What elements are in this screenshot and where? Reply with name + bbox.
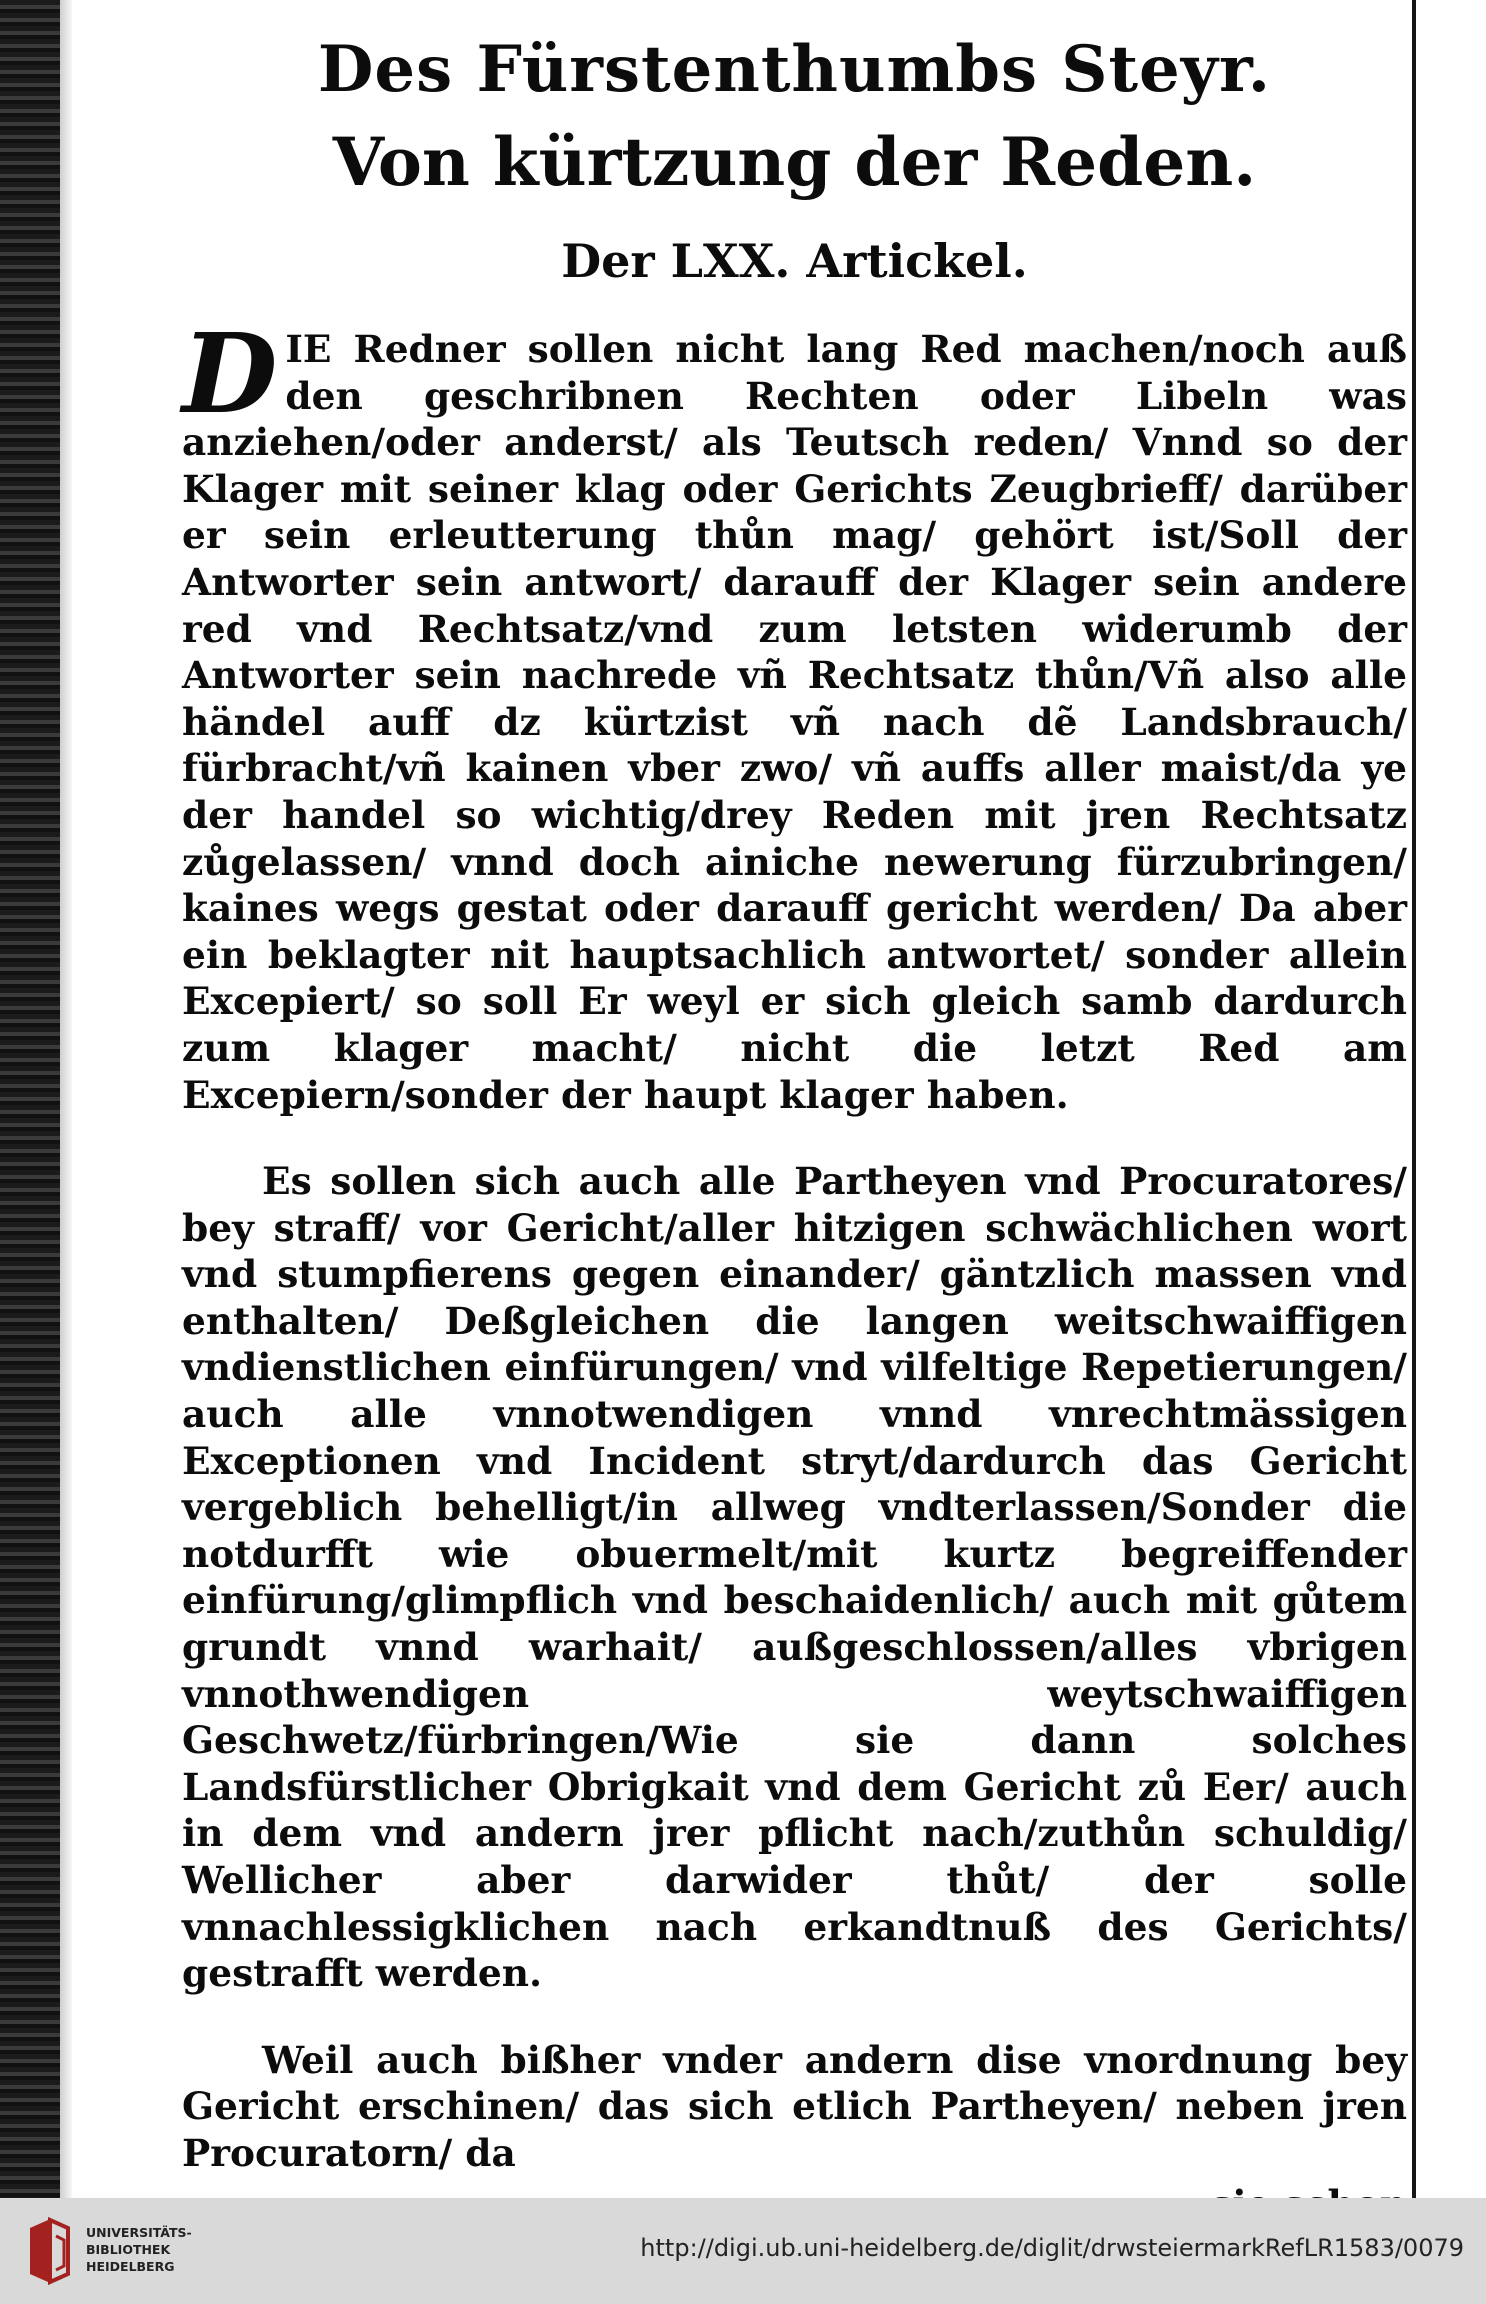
drop-cap-initial: D — [182, 309, 278, 438]
library-name-line-1: UNIVERSITÄTS- — [86, 2225, 192, 2240]
running-head: Des Fürstenthumbs Steyr. — [317, 32, 1272, 107]
permalink-url[interactable]: http://digi.ub.uni-heidelberg.de/diglit/drwsteiermarkRefLR1583/0079 — [640, 2234, 1464, 2262]
scan-page-edge — [60, 0, 72, 2198]
page-text — [182, 30, 1407, 2227]
scan-left-margin — [0, 0, 60, 2198]
paragraph-1 — [182, 309, 1407, 1118]
book-page — [72, 0, 1412, 2198]
library-name-line-2: BIBLIOTHEK — [86, 2242, 171, 2257]
library-name-line-3: HEIDELBERG — [86, 2259, 175, 2274]
viewer-footer — [0, 2198, 1486, 2304]
university-library-logo-icon — [26, 2214, 72, 2288]
article-heading: Der LXX. Artickel. — [561, 234, 1028, 288]
paragraph-2: Es sollen sich auch alle Partheyen vnd Procuratores/ bey straff/ vor Gericht/aller hitzigen schwächlichen wort vnd stumpfierens gegen einander/ gäntzlich massen vnd enthalten/ Deßgleichen die langen weitschwaiffigen vndienstlichen einfürungen/ vnd vilfeltige Repetierungen/ auch alle vnnotwendigen vnnd vnrechtmässigen Exceptionen vnd Incident stryt/dardurch das Gericht vergeblich behelligt/in allweg vndterlassen/Sonder die notdurfft wie obuermelt/mit kurtz begreiffender einfürung/glimpflich vnd beschaidenlich/ auch mit gůtem grundt vnnd warhait/ außgeschlossen/alles vbrigen vnnothwendigen weytschwaiffigen Geschwetz/fürbringen/Wie sie dann solches Landsfürstlicher Obrigkait vnd dem Gericht zů Eer/ auch in dem vnd andern jrer pflicht nach/zuthůn schuldig/ Wellicher aber darwider thůt/ der solle vnnachlessigklichen nach erkandtnuß des Gerichts/ gestrafft werden. — [182, 1159, 1407, 1996]
scan-right-margin — [1412, 0, 1486, 2198]
library-name — [86, 2224, 192, 2275]
paragraph-3: Weil auch bißher vnder andern dise vnordnung bey Gericht erschinen/ das sich etlich Partheyen/ neben jren Procuratorn/ da — [182, 2037, 1407, 2175]
section-title: Von kürtzung der Reden. — [332, 123, 1257, 201]
paragraph-1-text: IE Redner sollen nicht lang Red machen/noch auß den geschribnen Rechten oder Libeln was anziehen/oder anderst/ als Teutsch reden/ Vnnd so der Klager mit seiner klag oder Gerichts Zeugbrieff/ darüber er sein erleutterung thůn mag/ gehört ist/Soll der Antworter sein antwort/ darauff der Klager sein andere red vnd Rechtsatz/vnd zum letsten widerumb der Antworter sein nachrede vñ Rechtsatz thůn/Vñ also alle händel auff dz kürtzist vñ nach dẽ Landsbrauch/ fürbracht/vñ kainen vber zwo/ vñ auffs aller maist/da ye der handel so wichtig/drey Reden mit jren Rechtsatz zůgelassen/ vnnd doch ainiche newerung fürzubringen/ kaines wegs gestat oder darauff gericht werden/ Da aber ein beklagter nit hauptsachlich antwortet/ sonder allein Excepiert/ so soll Er weyl er sich gleich samb dardurch zum klager macht/ nicht die letzt Red am Excepiern/sonder der haupt klager haben. — [182, 327, 1407, 1117]
